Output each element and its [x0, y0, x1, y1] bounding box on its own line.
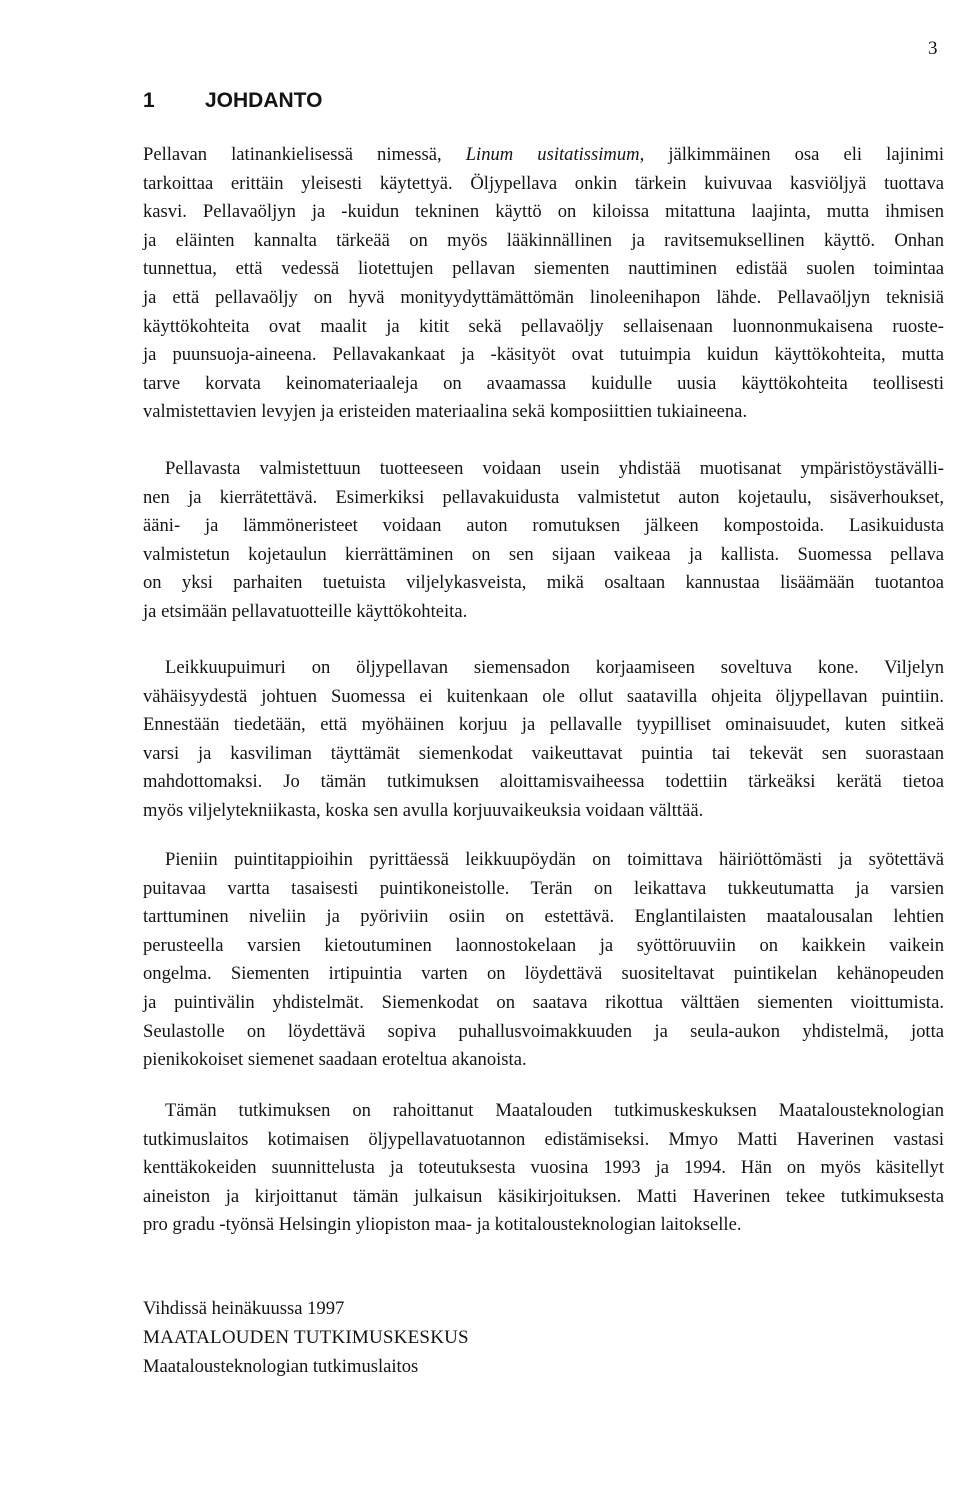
paragraph-line: Tämän tutkimuksen on rahoittanut Maatalouden tutkimuskeskuksen Maatalousteknologian [165, 1100, 944, 1121]
text-segment: Pellavan latinankielisessä nimessä, [143, 144, 466, 165]
paragraph-line: perusteella varsien kietoutuminen laonnostokelaan ja syöttöruuviin on kaikkein vaikein [143, 934, 944, 956]
paragraph-2 [143, 455, 944, 627]
paragraph-line: Pellavasta valmistettuun tuotteeseen voidaan usein yhdistää muotisanat ympäristöystävälli- [165, 458, 944, 479]
signature-department: Maatalousteknologian tutkimuslaitos [143, 1356, 419, 1377]
paragraph-4 [143, 846, 944, 1075]
paragraph-line: tunnettua, että vedessä liotettujen pellavan siementen nauttiminen edistää suolen toimintaa [143, 258, 944, 280]
paragraph-line: tarttuminen niveliin ja pyöriviin osiin on estettävä. Englantilaisten maatalousalan lehtien [143, 906, 944, 928]
paragraph-line: ja puintivälin yhdistelmät. Siemenkodat on saatava rikottua välttäen siementen vioittumista. [143, 991, 944, 1013]
paragraph-line: pro gradu -työnsä Helsingin yliopiston maa- ja kotitalousteknologian laitokselle. [143, 1214, 742, 1236]
paragraph-line: pienikokoiset siemenet saadaan eroteltua akanoista. [143, 1049, 527, 1071]
paragraph-line: tutkimuslaitos kotimaisen öljypellavatuotannon edistämiseksi. Mmyo Matti Haverinen vastasi [143, 1128, 944, 1150]
paragraph-3 [143, 654, 944, 826]
paragraph-line: ääni- ja lämmöneristeet voidaan auton romutuksen jälkeen kompostoida. Lasikuidusta [143, 515, 944, 537]
text-segment: jälkimmäinen osa eli lajinimi [644, 144, 945, 165]
paragraph-line: kasvi. Pellavaöljyn ja -kuidun tekninen käyttö on kiloissa mitattuna laajinta, mutta ihmisen [143, 201, 944, 223]
section-number: 1 [143, 89, 155, 112]
paragraph-line: tarkoittaa erittäin yleisesti käytettyä. Öljypellava onkin tärkein kuivuvaa kasviöljyä tuottava [143, 172, 944, 194]
paragraph-1 [143, 141, 944, 427]
paragraph-line: puitavaa vartta tasaisesti puintikoneistolle. Terän on leikattava tukkeutumatta ja varsien [143, 877, 944, 899]
paragraph-line: aineiston ja kirjoittanut tämän julkaisun käsikirjoituksen. Matti Haverinen tekee tutkimuksesta [143, 1185, 944, 1207]
paragraph-line: Seulastolle on löydettävä sopiva puhallusvoimakkuuden ja seula-aukon yhdistelmä, jotta [143, 1020, 944, 1042]
paragraph-line: myös viljelytekniikasta, koska sen avulla korjuuvaikeuksia voidaan välttää. [143, 799, 704, 821]
paragraph-line: vähäisyydestä johtuen Suomessa ei kuitenkaan ole ollut saatavilla ohjeita öljypellavan puintiin. [143, 685, 944, 707]
paragraph-line: ja puunsuoja-aineena. Pellavakankaat ja -käsityöt ovat tutuimpia kuidun käyttökohteita, mutta [143, 344, 944, 366]
paragraph-5 [143, 1097, 944, 1240]
paragraph-line: nen ja kierrätettävä. Esimerkiksi pellavakuidusta valmistetut auton kojetaulu, sisäverhoukset, [143, 486, 944, 508]
paragraph-line: ongelma. Siementen irtipuintia varten on löydettävä suositeltavat puintikelan kehänopeuden [143, 963, 944, 985]
paragraph-line: ja että pellavaöljy on hyvä monityydyttämättömän linoleenihapon lähde. Pellavaöljyn teknisiä [143, 286, 944, 308]
paragraph-line: Pieniin puintitappioihin pyrittäessä leikkuupöydän on toimittava häiriöttömästi ja syötettävä [165, 849, 944, 870]
paragraph-line: valmistettavien levyjen ja eristeiden materiaalina sekä komposiittien tukiaineena. [143, 401, 748, 423]
paragraph-line: varsi ja kasviliman täyttämät siemenkodat vaikeuttavat puintia tai tekevät sen suorastaan [143, 742, 944, 764]
paragraph-line: Ennestään tiedetään, että myöhäinen korjuu ja pellavalle tyypilliset ominaisuudet, kuten sitkeä [143, 714, 944, 736]
signature-block [143, 1294, 469, 1381]
species-name: Linum usitatissimum, [465, 144, 645, 165]
paragraph-line: käyttökohteita ovat maalit ja kitit sekä pellavaöljy sellaisenaan luonnonmukaisena ruoste- [143, 315, 944, 337]
paragraph-line: Leikkuupuimuri on öljypellavan siemensadon korjaamiseen soveltuva kone. Viljelyn [165, 657, 944, 678]
paragraph-line: mahdottomaksi. Jo tämän tutkimuksen aloittamisvaiheessa todettiin tärkeäksi kerätä tietoa [143, 771, 944, 793]
section-title: JOHDANTO [205, 89, 323, 112]
signature-place-date: Vihdissä heinäkuussa 1997 [143, 1298, 345, 1319]
page-number: 3 [928, 38, 938, 59]
paragraph-line: kenttäkokeiden suunnittelusta ja toteutuksesta vuosina 1993 ja 1994. Hän on myös käsitellyt [143, 1157, 944, 1179]
paragraph-line: ja etsimään pellavatuotteille käyttökohteita. [143, 600, 468, 622]
section-heading [143, 88, 322, 114]
paragraph-line: on yksi parhaiten tuetuista viljelykasveista, mikä osaltaan kannustaa lisäämään tuotantoa [143, 572, 944, 594]
signature-organization: MAATALOUDEN TUTKIMUSKESKUS [143, 1327, 469, 1348]
paragraph-line [143, 141, 944, 170]
paragraph-line: tarve korvata keinomateriaaleja on avaamassa kuidulle uusia käyttökohteita teollisesti [143, 372, 944, 394]
paragraph-line: ja eläinten kannalta tärkeää on myös lääkinnällinen ja ravitsemuksellinen käyttö. Onhan [143, 229, 944, 251]
paragraph-line: valmistetun kojetaulun kierrättäminen on sen sijaan vaikeaa ja kallista. Suomessa pellava [143, 543, 944, 565]
